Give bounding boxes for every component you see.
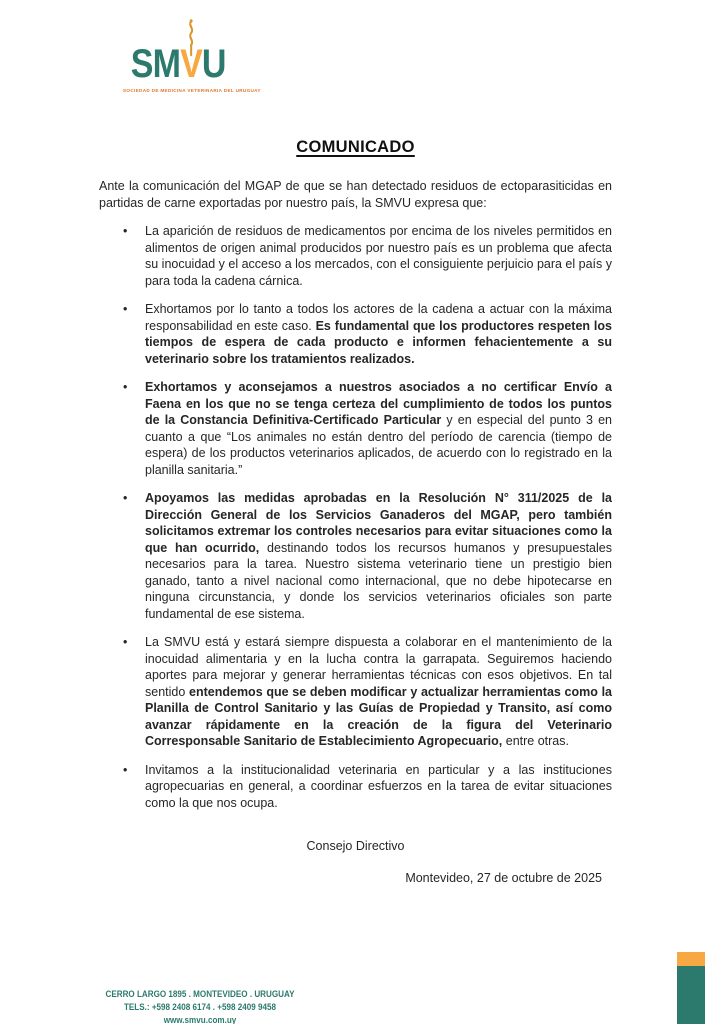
smvu-logo: [123, 42, 261, 93]
bullet-text: La SMVU está y estará siempre dispuesta a colaborar en el mantenimiento de la inocuidad alimentaria y en la lucha contra la garrapata. Seguiremos haciendo aportes para mejorar y generar herramientas técnicas con esos objetivos. En tal sentido: [145, 635, 612, 699]
bullet-list: [99, 223, 612, 811]
page-title: COMUNICADO: [296, 138, 415, 156]
bullet-item: [145, 490, 612, 622]
logo-subtitle: SOCIEDAD DE MEDICINA VETERINARIA DEL URUGUAY: [123, 88, 261, 93]
corner-accent-orange: [677, 952, 705, 966]
footer-address: CERRO LARGO 1895 . MONTEVIDEO . URUGUAY: [105, 989, 295, 999]
bullet-item: [145, 634, 612, 750]
bullet-text: destinando todos los recursos humanos y presupuestales necesarios para la tarea. Nuestro sistema veterinario tiene un prestigio bien ganado, tanto a nivel nacional como internacional, que no debe hipotecarse en ninguna circunstancia, y donde los servicios veterinarios oficiales son parte fundamental de ese sistema.: [145, 540, 612, 621]
footer-website: www.smvu.com.uy: [163, 1015, 237, 1024]
bullet-text: y en especial del punto 3 en cuanto a que “Los animales no están dentro del período de carencia (tiempo de espera) de los productos veterinarios aplicados, de acuerdo con lo registrado en la planilla sanitaria.”: [145, 413, 612, 477]
intro-paragraph: Ante la comunicación del MGAP de que se han detectado residuos de ectoparasiticidas en partidas de carne exportadas por nuestro país, la SMVU expresa que:: [99, 179, 612, 210]
bullet-text-bold: entendemos que se deben modificar y actualizar herramientas como la Planilla de Control Sanitario y las Guías de Propiedad y Transito, así como avanzar rápidamente en la creación de la figura del Veterinario Corresponsable Sanitario de Establecimiento Agropecuario,: [145, 684, 612, 748]
bullet-text-bold: Es fundamental que los productores respeten los tiempos de espera de cada producto e informen fehacientemente a su veterinario sobre los tratamientos realizados.: [145, 318, 612, 366]
logo-letters-sm: SM: [130, 42, 181, 86]
corner-accent-teal: [677, 966, 705, 1024]
bullet-item: [145, 223, 612, 289]
bullet-text-bold: Apoyamos las medidas aprobadas en la Resolución N° 311/2025 de la Dirección General de los Servicios Ganaderos del MGAP, pero también solicitamos extremar los controles necesarios para evitar situaciones como la que han ocurrido,: [145, 491, 612, 555]
bullet-text: entre otras.: [505, 734, 569, 748]
logo-letter-u: U: [201, 42, 226, 86]
logo-letter-v: V: [180, 44, 202, 84]
bullet-item: [145, 762, 612, 812]
signature-line: Consejo Directivo: [306, 839, 405, 853]
dateline: Montevideo, 27 de octubre de 2025: [405, 871, 602, 885]
bullet-text: Invitamos a la institucionalidad veterinaria en particular y a las instituciones agropecuarias en general, a coordinar esfuerzos en la tarea de evitar situaciones como la que nos ocupa.: [145, 762, 612, 810]
bullet-item: [145, 379, 612, 478]
bullet-item: [145, 301, 612, 367]
footer-phones: TELS.: +598 2408 6174 . +598 2409 9458: [123, 1002, 277, 1012]
bullet-text-bold: Exhortamos y aconsejamos a nuestros asociados a no certificar Envío a Faena en los que no se tenga certeza del cumplimiento de todos los puntos de la Constancia Definitiva-Certificado Particular: [145, 380, 612, 427]
corner-accent-bar: [677, 952, 705, 1024]
footer: [58, 988, 342, 1024]
bullet-text: Exhortamos por lo tanto a todos los actores de la cadena a actuar con la máxima responsabilidad en este caso.: [145, 302, 612, 333]
bullet-text: La aparición de residuos de medicamentos por encima de los niveles permitidos en alimentos de origen animal producidos por nuestro país es un problema que afecta su inocuidad y el acceso a los mercados, con el consiguiente perjuicio para el país y para toda la cadena cárnica.: [145, 224, 612, 288]
logo-letters: [130, 42, 226, 86]
